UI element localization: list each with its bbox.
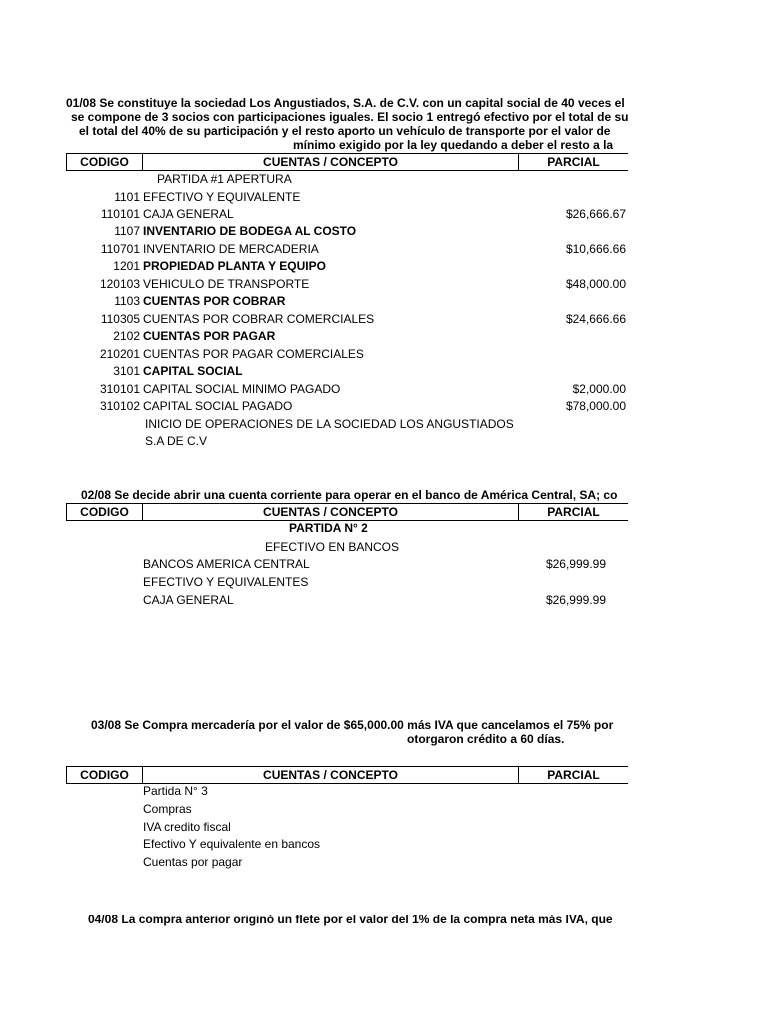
intro-line: el total del 40% de su participación y el resto aporto un vehículo de transporte por el valor de xyxy=(79,124,611,138)
row-code: 1101 xyxy=(114,190,140,204)
ledger-row xyxy=(0,312,628,329)
section3-table-header xyxy=(66,766,628,784)
row-concept: CAPITAL SOCIAL xyxy=(143,364,243,378)
ledger-row xyxy=(0,172,628,189)
ledger-row xyxy=(0,382,628,399)
row-concept: EFECTIVO Y EQUIVALENTES xyxy=(143,575,309,589)
row-code: 120103 xyxy=(99,277,140,291)
row-amount: $2,000.00 xyxy=(572,382,626,396)
header-parcial: PARCIAL xyxy=(519,767,628,783)
row-concept: Cuentas por pagar xyxy=(143,855,243,869)
intro-line: 04/08 La compra anterior originó un flete por el valor del 1% de la compra neta más IVA, que xyxy=(88,915,613,926)
row-amount: $26,999.99 xyxy=(545,557,606,571)
partida-2-subtitle: EFECTIVO EN BANCOS xyxy=(265,540,400,554)
row-code: 310101 xyxy=(99,382,140,396)
ledger-row xyxy=(0,855,628,872)
intro-line: 01/08 Se constituye la sociedad Los Angustiados, S.A. de C.V. con un capital social de 40 veces el xyxy=(66,96,625,110)
ledger-row xyxy=(0,329,628,346)
ledger-row xyxy=(0,277,628,294)
ledger-row xyxy=(0,593,628,610)
ledger-row xyxy=(0,417,628,434)
row-concept: INICIO DE OPERACIONES DE LA SOCIEDAD LOS ANGUSTIADOS xyxy=(145,417,514,431)
ledger-row xyxy=(0,434,628,451)
ledger-row xyxy=(0,399,628,416)
row-concept: CUENTAS POR PAGAR xyxy=(143,329,276,343)
intro-line: se compone de 3 socios con participaciones iguales. El socio 1 entregó efectivo por el total de su xyxy=(71,110,628,124)
row-concept: EFECTIVO Y EQUIVALENTE xyxy=(143,190,301,204)
row-code: 310102 xyxy=(99,399,140,413)
section2-table-header xyxy=(66,503,628,521)
header-parcial: PARCIAL xyxy=(519,504,628,520)
intro-line: 02/08 Se decide abrir una cuenta corriente para operar en el banco de América Central, SA; co xyxy=(81,488,618,502)
row-concept: CAJA GENERAL xyxy=(143,593,234,607)
intro-line: mínimo exigido por la ley quedando a deber el resto a la xyxy=(293,138,614,152)
partida-2-title: PARTIDA N° 2 xyxy=(289,521,368,535)
row-concept: CAPITAL SOCIAL MINIMO PAGADO xyxy=(143,382,341,396)
header-codigo: CODIGO xyxy=(67,154,143,170)
row-concept: CAJA GENERAL xyxy=(143,207,234,221)
row-concept: CUENTAS POR COBRAR xyxy=(143,294,286,308)
row-concept: Compras xyxy=(143,802,192,816)
row-concept: INVENTARIO DE BODEGA AL COSTO xyxy=(143,224,357,238)
row-concept: S.A DE C.V xyxy=(145,434,208,448)
row-code: 110701 xyxy=(100,242,140,256)
header-codigo: CODIGO xyxy=(67,504,143,520)
ledger-row xyxy=(0,347,628,364)
row-amount: $78,000.00 xyxy=(565,399,626,413)
row-concept: IVA credito fiscal xyxy=(143,820,231,834)
row-amount: $10,666.66 xyxy=(565,242,626,256)
ledger-row xyxy=(0,364,628,381)
row-code: 2102 xyxy=(113,329,140,343)
section1-table-header xyxy=(66,153,628,171)
ledger-row xyxy=(0,575,628,592)
header-cuentas: CUENTAS / CONCEPTO xyxy=(143,154,519,170)
row-concept: Partida N° 3 xyxy=(143,784,208,798)
ledger-row xyxy=(0,294,628,311)
row-amount: $24,666.66 xyxy=(565,312,626,326)
intro-line: 03/08 Se Compra mercadería por el valor de $65,000.00 más IVA que cancelamos el 75% por xyxy=(91,718,614,732)
row-code: 1107 xyxy=(114,224,140,238)
row-code: 110305 xyxy=(100,312,140,326)
row-amount: $26,666.67 xyxy=(565,207,626,221)
header-cuentas: CUENTAS / CONCEPTO xyxy=(143,504,519,520)
section4-intro xyxy=(0,915,628,927)
ledger-row xyxy=(0,242,628,259)
row-code: 1201 xyxy=(113,259,140,273)
ledger-row xyxy=(0,224,628,241)
ledger-row xyxy=(0,207,628,224)
row-code: 3101 xyxy=(113,364,140,378)
ledger-row xyxy=(0,802,628,819)
header-codigo: CODIGO xyxy=(67,767,143,783)
row-concept: INVENTARIO DE MERCADERIA xyxy=(143,242,319,256)
row-concept: CUENTAS POR PAGAR COMERCIALES xyxy=(143,347,364,361)
ledger-row xyxy=(0,837,628,854)
row-concept: BANCOS AMERICA CENTRAL xyxy=(143,557,310,571)
ledger-row xyxy=(0,557,628,574)
row-concept: VEHICULO DE TRANSPORTE xyxy=(143,277,310,291)
row-code: 110101 xyxy=(100,207,140,221)
row-concept: PROPIEDAD PLANTA Y EQUIPO xyxy=(143,259,326,273)
row-concept: CUENTAS POR COBRAR COMERCIALES xyxy=(143,312,375,326)
ledger-row xyxy=(0,190,628,207)
row-concept: PARTIDA #1 APERTURA xyxy=(157,172,292,186)
row-code: 1103 xyxy=(114,294,140,308)
row-amount: $48,000.00 xyxy=(565,277,626,291)
row-concept: Efectivo Y equivalente en bancos xyxy=(143,837,321,851)
row-code: 210201 xyxy=(99,347,140,361)
ledger-row xyxy=(0,820,628,837)
row-concept: CAPITAL SOCIAL PAGADO xyxy=(143,399,293,413)
intro-line: otorgaron crédito a 60 días. xyxy=(407,732,565,746)
ledger-row xyxy=(0,259,628,276)
header-cuentas: CUENTAS / CONCEPTO xyxy=(143,767,519,783)
row-amount: $26,999.99 xyxy=(545,593,606,607)
ledger-row xyxy=(0,784,628,801)
header-parcial: PARCIAL xyxy=(519,154,628,170)
